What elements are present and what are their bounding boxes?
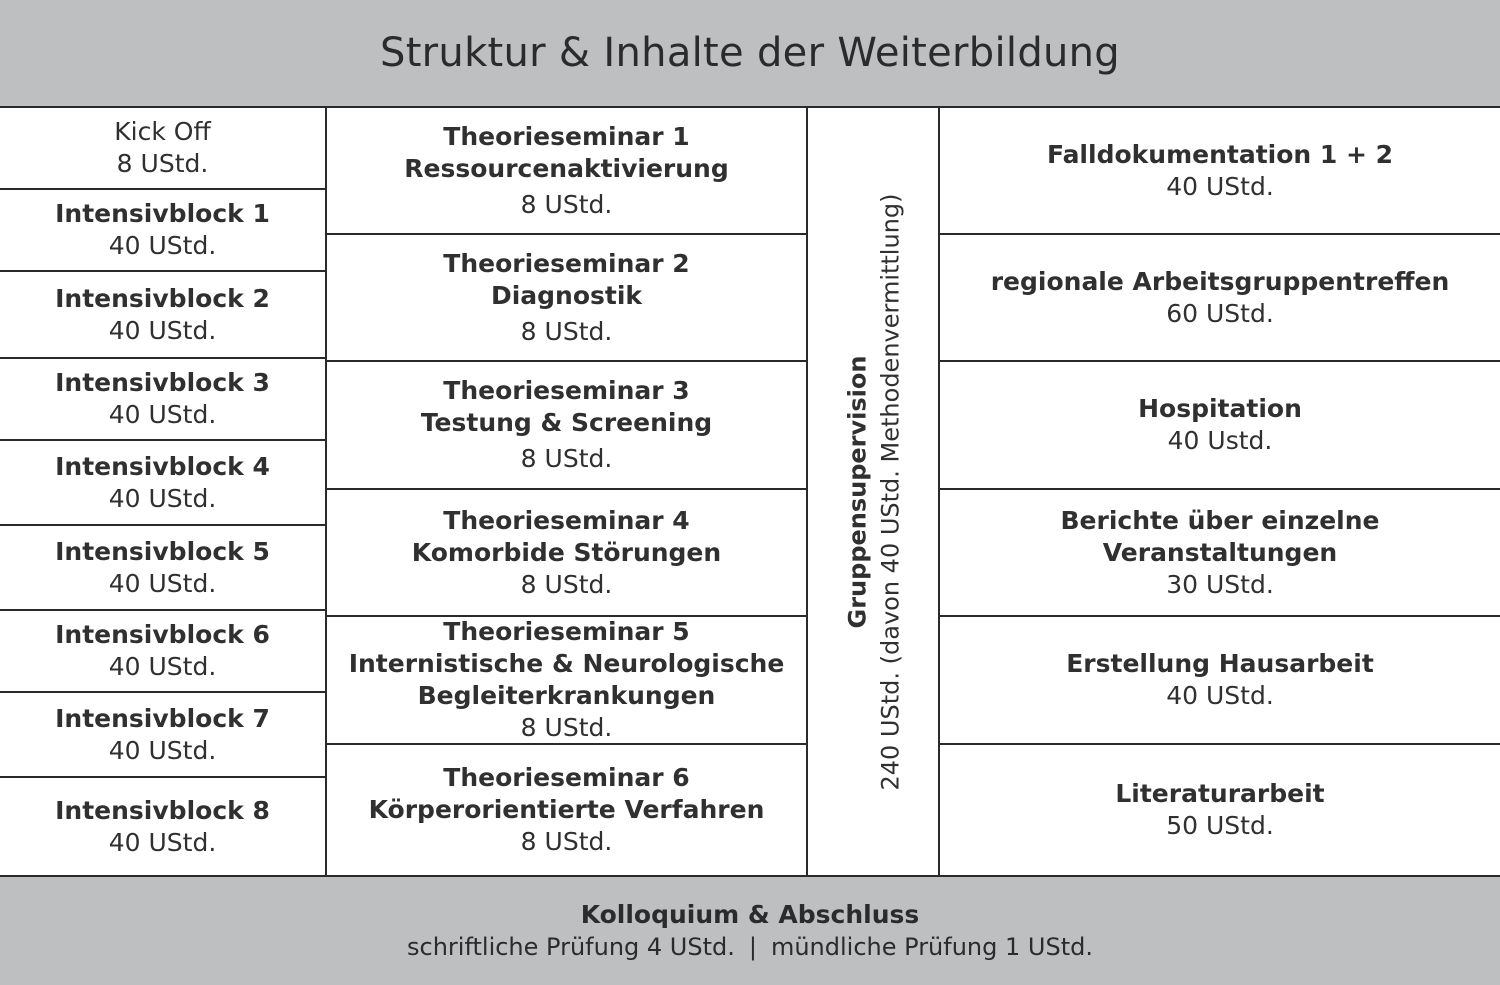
intensive-block-cell [0,190,325,272]
seminar-title: Theorieseminar 2 [443,248,690,278]
seminar-hours: 8 UStd. [520,569,613,599]
component-title: regionale Arbeitsgruppentreffen [990,266,1450,296]
intensive-blocks-column [0,108,327,875]
intensive-block-cell [0,778,325,875]
block-title: Intensivblock 1 [55,199,270,228]
seminar-hours: 8 UStd. [520,316,613,346]
component-title: Falldokumentation 1 + 2 [1046,139,1394,169]
intensive-block-cell [0,611,325,693]
component-cell [940,490,1500,617]
kickoff-cell [0,108,325,190]
seminar-cell [327,745,806,875]
supervision-hours: 240 UStd. (davon 40 UStd. Methodenvermittlung) [876,193,904,790]
block-title: Intensivblock 5 [55,536,270,566]
block-hours: 40 UStd. [108,483,217,513]
component-title: Erstellung Hausarbeit [1066,649,1374,678]
block-hours: 40 UStd. [108,827,217,857]
seminar-cell [327,362,806,490]
component-hours: 60 UStd. [1166,298,1274,328]
supervision-column [808,108,940,875]
other-components-column [940,108,1500,875]
seminar-title: Theorieseminar 1 [443,121,690,151]
block-hours: 40 UStd. [108,735,217,765]
block-title: Intensivblock 3 [55,368,270,397]
component-cell [940,745,1500,875]
seminar-cell [327,617,806,745]
component-cell [940,617,1500,745]
seminar-title: Theorieseminar 4 [443,505,690,535]
footer-bar [0,875,1500,985]
theory-seminars-column [327,108,808,875]
seminar-title: Theorieseminar 6 [443,763,690,792]
component-cell [940,235,1500,362]
block-hours: 40 UStd. [108,652,217,681]
footer-title: Kolloquium & Abschluss [580,900,920,929]
component-hours: 50 UStd. [1166,811,1274,840]
block-title: Intensivblock 7 [55,703,270,733]
seminar-subtitle: Testung & Screening [420,408,713,437]
component-cell [940,362,1500,490]
seminar-hours: 8 UStd. [520,189,613,219]
seminar-hours: 8 UStd. [520,827,613,856]
oral-exam-label: mündliche Prüfung 1 UStd. [770,933,1093,961]
supervision-cell [808,108,940,875]
seminar-cell [327,108,806,235]
component-hours: 40 UStd. [1166,681,1274,710]
seminar-subtitle-line2: Begleiterkrankungen [417,681,716,710]
seminar-title: Theorieseminar 5 [443,617,690,646]
header-bar [0,0,1500,108]
component-title: Hospitation [1138,394,1302,423]
seminar-cell [327,235,806,362]
page-title: Struktur & Inhalte der Weiterbildung [380,30,1120,76]
block-title: Intensivblock 2 [55,283,270,313]
block-hours: 40 UStd. [108,231,217,260]
component-hours: 30 UStd. [1166,569,1274,599]
component-title: Berichte über einzelne Veranstaltungen [1060,505,1380,567]
seminar-subtitle: Ressourcenaktivierung [404,153,729,183]
block-hours: 40 UStd. [108,315,217,345]
block-title: Intensivblock 4 [55,451,270,481]
component-hours: 40 UStd. [1166,171,1274,201]
seminar-subtitle: Diagnostik [490,280,643,310]
block-title: Intensivblock 6 [55,620,270,649]
written-exam-label: schriftliche Prüfung 4 UStd. [407,933,735,961]
intensive-block-cell [0,441,325,526]
seminar-subtitle: Internistische & Neurologische [348,649,785,678]
seminar-title: Theorieseminar 3 [443,376,690,405]
block-hours: 40 UStd. [108,568,217,598]
block-hours: 8 UStd. [116,149,209,178]
component-hours: 40 Ustd. [1167,426,1273,455]
seminar-subtitle: Komorbide Störungen [411,537,722,567]
block-title: Intensivblock 8 [55,795,270,825]
seminar-hours: 8 UStd. [520,444,613,473]
component-cell [940,108,1500,235]
intensive-block-cell [0,693,325,778]
seminar-cell [327,490,806,617]
intensive-block-cell [0,359,325,441]
seminar-hours: 8 UStd. [520,713,613,742]
block-hours: 40 UStd. [108,400,217,429]
seminar-subtitle: Körperorientierte Verfahren [368,795,765,824]
intensive-block-cell [0,526,325,611]
intensive-block-cell [0,272,325,359]
exam-separator: | [748,933,757,961]
block-title: Kick Off [114,117,211,146]
footer-exams [407,931,1093,964]
supervision-title: Gruppensupervision [843,355,871,628]
component-title: Literaturarbeit [1115,779,1325,808]
